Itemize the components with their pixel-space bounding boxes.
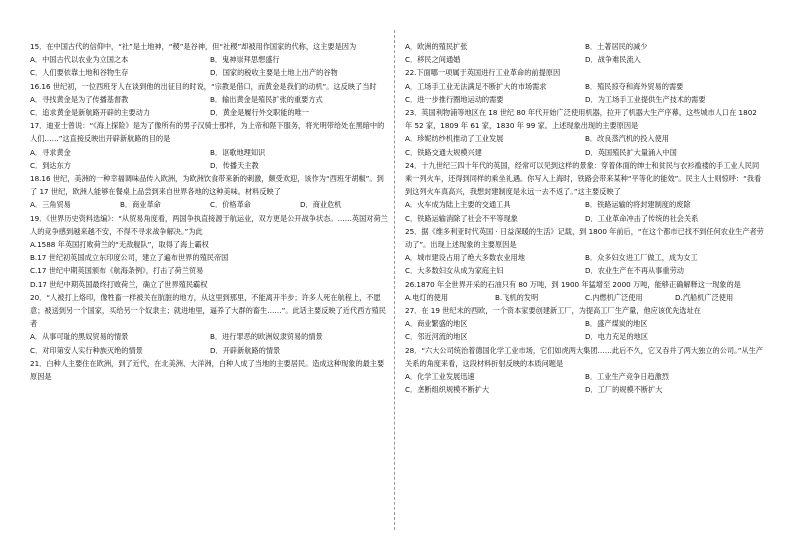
answer-options: [405, 317, 765, 343]
answer-options: [30, 330, 390, 356]
answer-option: A．珍妮纺纱机推动了工业发展: [405, 134, 504, 144]
question-block: [405, 225, 765, 278]
answer-options: [405, 291, 765, 304]
question-block: [30, 212, 390, 291]
answer-options: [30, 146, 390, 172]
answer-option: C．进一步推行圈地运动的需要: [405, 94, 504, 104]
answer-option: A．工场手工业无法满足不断扩大的市场需求: [405, 81, 547, 91]
question-stem: 21．白种人主要住在欧洲，到了近代，在北美洲、大洋洲，白种人成了当地的主要居民。造成这种现象的最主要原因是: [30, 358, 385, 382]
question-block: [405, 159, 765, 225]
question-block: [30, 119, 390, 172]
answer-option: A．从事可耻的黑奴贸易的情景: [30, 332, 129, 342]
answer-option: D．开辟新航路的情景: [210, 345, 281, 355]
answer-option: D．传播天主教: [210, 160, 259, 170]
question-stem: 26.1870 年全世界开采的石油只有 80 万吨，到 1900 年猛增至 2000 万吨，能够正确解释这一现象的是: [405, 279, 741, 289]
answer-option: C．对印第安人实行种族灭绝的情景: [30, 345, 143, 355]
answer-option: B．商业革命: [120, 200, 161, 210]
question-block: [30, 172, 390, 212]
answer-options: [405, 40, 765, 66]
answer-option: A．商业繁盛的地区: [405, 319, 468, 329]
answer-option: C．到达东方: [30, 160, 71, 170]
answer-option: C．追求黄金是新航路开辟的主要动力: [30, 108, 151, 118]
answer-option: B．输出黄金是殖民扩张的重要方式: [210, 94, 323, 104]
column-divider: [394, 30, 395, 530]
answer-option: C．邻近河流的地区: [405, 332, 468, 342]
answer-option: B．殖民掠夺和海外贸易的需要: [585, 81, 684, 91]
answer-option: A．三角贸易: [30, 200, 71, 210]
answer-option: D.汽船机广泛使用: [675, 292, 734, 302]
answer-option: D．农业生产在不再从事重劳动: [585, 266, 684, 276]
question-block: [405, 40, 765, 66]
answer-option: D．工业革命冲击了传统的社会关系: [585, 213, 699, 223]
answer-option: A.1588 年英国打败荷兰的“无敌舰队”，取得了海上霸权: [30, 240, 209, 250]
answer-options: [405, 132, 765, 158]
answer-options: [405, 251, 765, 277]
answer-option: D．为工场手工业提供生产技术的需要: [585, 94, 706, 104]
answer-option: B．众多妇女进工厂做工，成为女工: [585, 253, 698, 263]
answer-option: B．土著居民的减少: [585, 42, 648, 51]
question-stem: 15．在中国古代的信仰中，“社”是土地神，“稷”是谷神，但“社稷”却被用作国家的代称，这主要是因为: [30, 42, 357, 51]
answer-option: C.内燃机广泛使用: [585, 292, 643, 302]
answer-option: B．讴歌地理知识: [210, 147, 266, 157]
answer-option: A．中国古代以农业为立国之本: [30, 55, 129, 65]
answer-options: [405, 370, 765, 396]
answer-option: C．垄断组织规模不断扩大: [405, 385, 490, 395]
answer-options: [405, 198, 765, 224]
answer-option: C．铁路运输消除了社会不平等现象: [405, 213, 518, 223]
answer-option: D．商业危机: [300, 200, 342, 210]
answer-option: B．改良蒸汽机的投入使用: [585, 134, 669, 144]
answer-option: B.飞机的发明: [495, 292, 539, 302]
question-block: [405, 278, 765, 304]
answer-option: C.17 世纪中期英国颁布《航海条例》，打击了荷兰贸易: [30, 266, 204, 276]
answer-options: [30, 53, 390, 79]
answer-option: B．盛产煤炭的地区: [585, 319, 648, 329]
question-block: [30, 80, 390, 120]
answer-option: B．铁路运输的将封建制度的废除: [585, 200, 691, 210]
question-stem: 17．迪亚士曾说：“《海上探险》是为了像所有的男子汉骑士那样，为上帝和陛下服务，将光明带给处在黑暗中的人们……”这直接反映出开辟新航路的目的是: [30, 121, 385, 144]
answer-option: D．国家的税收主要是土地上出产的谷物: [210, 68, 338, 78]
answer-option: A．化学工业发展迅速: [405, 372, 475, 382]
question-stem: 25．据《维多利亚时代英国 · 日益深暖的生活》记载，到 1800 年前后，“在这个都市已找不到任何农业生产者劳动了”。出现上述现象的主要原因是: [405, 226, 764, 250]
answer-options: [30, 238, 390, 291]
answer-options: [30, 198, 390, 211]
answer-option: D．黄金是履行外交职能的唯一: [210, 108, 309, 118]
answer-option: A．城市建设占用了绝大多数农业用地: [405, 253, 525, 263]
answer-option: C．移民之间通婚: [405, 55, 461, 65]
answer-option: D．工厂的规模不断扩大: [585, 385, 663, 395]
right-column: [405, 40, 765, 396]
question-stem: 18.16 世纪，美洲的一种幸福调味品传入欧洲，为欧洲饮食带来新的刺激，颇受欢迎，该作为“西班牙胡椒”。到了 17 世纪，欧洲人能够在餐桌上品尝到来自世界各地的这种美味。材料反映了: [30, 174, 384, 197]
answer-option: D．战争难民流入: [585, 55, 641, 65]
question-stem: 20．“人被打上烙印，像牲畜一样被关在肮脏的地方，从这里到那里，不能离开半步；许多人死在航程上，不愿意；被送到另一个国家，买给另一个奴隶主；就进地里，逼养了大群的畜生……”。此话主要反映了近代西方殖民者: [30, 292, 386, 329]
answer-option: D．英国殖民扩大量涌入中国: [585, 147, 677, 157]
question-stem: 22.下面哪一项属于英国进行工业革命的前提原因: [405, 68, 561, 78]
question-block: [405, 304, 765, 344]
answer-option: B．进行罪恶的欧洲奴隶贸易的情景: [210, 332, 323, 342]
question-stem: 16.16 世纪初，一位西班牙人在谈到他的出征目的时说，“宗教是借口，而黄金是我们的动机”。这反映了当时: [30, 81, 377, 91]
question-stem: 19．《世界历史资料选编》：“从贸易角度看，两国争执直接源于航运业，双方更是公开战争状态。……英国对荷兰人的竞争感到越来越不安，不得不寻求战争解决。”为此: [30, 213, 388, 236]
answer-option: C．价格革命: [210, 200, 251, 210]
answer-option: D.17 世纪中期英国最终打败荷兰，确立了世界殖民霸权: [30, 279, 208, 289]
answer-option: A．火车成为陆上主要的交通工具: [405, 200, 511, 210]
question-stem: 27．在 19 世纪末的西欧，一个资本家要创建新工厂，为提高工厂生产量，他应该优先选址在: [405, 306, 701, 316]
answer-option: C．人们要依靠土地和谷物生存: [30, 68, 129, 78]
answer-option: B．鬼神崇拜思想盛行: [210, 55, 280, 65]
answer-option: A.电灯的使用: [405, 292, 449, 302]
question-stem: 28．“六大公司统治着德国化学工业市场，它们如虎两大集团……此后不久，它又吞并了两大独立的公司。”从生产关系的角度来看，这段材料折射反映的本质问题是: [405, 345, 763, 368]
answer-options: [30, 93, 390, 119]
left-column: [30, 40, 390, 383]
question-block: [30, 40, 390, 80]
question-block: [30, 357, 390, 383]
answer-option: A．寻找黄金是为了传播基督教: [30, 94, 129, 104]
answer-option: B.17 世纪初英国成立东印度公司，建立了遍布世界的殖民帝国: [30, 253, 229, 263]
question-block: [30, 291, 390, 357]
question-stem: 23．英国利物浦等地区在 18 世纪 80 年代开始广泛使用机器，拉开了机器大生产序幕。这些城市人口在 1802 年 52 家，1809 年 61 家，1830 年 99 家。上述现象出现的主要原因是: [405, 108, 757, 131]
answer-option: A．欧洲的殖民扩张: [405, 42, 468, 51]
question-block: [405, 106, 765, 159]
answer-option: C．大多数妇女从成为家庭主妇: [405, 266, 504, 276]
question-block: [405, 66, 765, 106]
answer-option: A．寻求黄金: [30, 147, 71, 157]
answer-option: C．铁路交通大规模兴建: [405, 147, 482, 157]
question-block: [405, 344, 765, 397]
answer-option: D．电力充足的地区: [585, 332, 649, 342]
answer-option: B．工业生产竞争日趋激烈: [585, 372, 669, 382]
answer-options: [405, 80, 765, 106]
question-stem: 24．十九世纪三四十年代的英国，经常可以见到这样的景象：穿着体面的绅士和贫民与衣衫褴褛的手工业人民同乘一列火车，还得到同样的乘坐礼遇。你写入上海时，铁路会带来某种“平等化的能效”。民主人士则惊呼：“我看到这列火车真高兴，我想封建制度是永远一去不返了。”这主要反映了: [405, 160, 762, 197]
